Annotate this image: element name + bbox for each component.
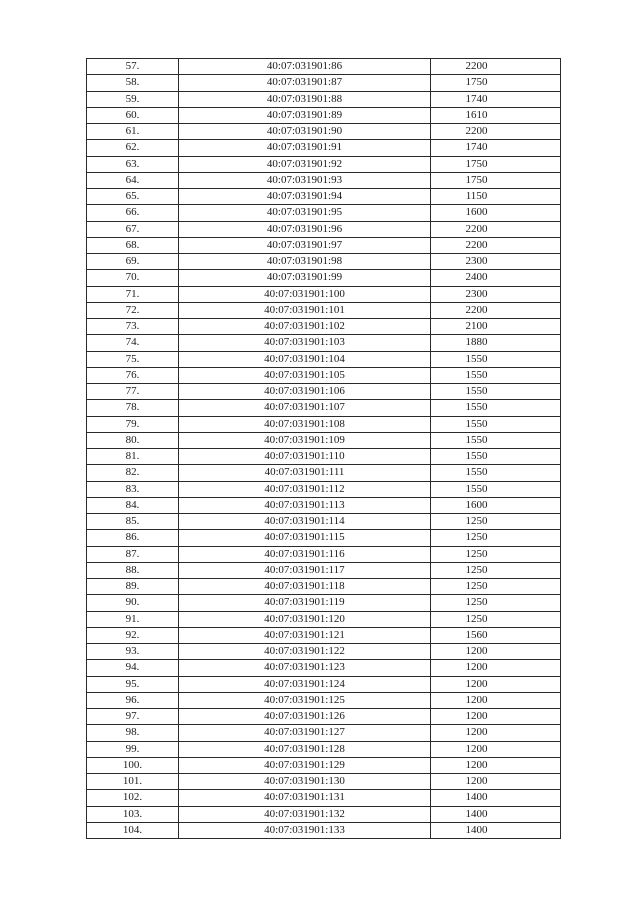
area-value-cell: 1400 — [431, 806, 561, 822]
row-number-cell: 93. — [87, 644, 179, 660]
row-number-cell: 91. — [87, 611, 179, 627]
cadastral-number-cell: 40:07:031901:89 — [179, 107, 431, 123]
area-value-cell: 1250 — [431, 579, 561, 595]
row-number-cell: 78. — [87, 400, 179, 416]
cadastral-number-cell: 40:07:031901:122 — [179, 644, 431, 660]
row-number-cell: 92. — [87, 627, 179, 643]
area-value-cell: 1200 — [431, 709, 561, 725]
cadastral-number-cell: 40:07:031901:95 — [179, 205, 431, 221]
row-number-cell: 95. — [87, 676, 179, 692]
area-value-cell: 1200 — [431, 692, 561, 708]
area-value-cell: 1600 — [431, 497, 561, 513]
row-number-cell: 66. — [87, 205, 179, 221]
table-row — [87, 790, 561, 806]
area-value-cell: 2200 — [431, 59, 561, 75]
cadastral-number-cell: 40:07:031901:117 — [179, 562, 431, 578]
area-value-cell: 1200 — [431, 741, 561, 757]
cadastral-number-cell: 40:07:031901:98 — [179, 254, 431, 270]
row-number-cell: 102. — [87, 790, 179, 806]
table-row — [87, 107, 561, 123]
row-number-cell: 89. — [87, 579, 179, 595]
area-value-cell: 1750 — [431, 172, 561, 188]
table-row — [87, 676, 561, 692]
row-number-cell: 74. — [87, 335, 179, 351]
table-row — [87, 270, 561, 286]
cadastral-number-cell: 40:07:031901:105 — [179, 367, 431, 383]
table-row — [87, 221, 561, 237]
table-row — [87, 497, 561, 513]
table-row — [87, 465, 561, 481]
row-number-cell: 69. — [87, 254, 179, 270]
area-value-cell: 2200 — [431, 124, 561, 140]
area-value-cell: 1740 — [431, 91, 561, 107]
area-value-cell: 1250 — [431, 530, 561, 546]
table-row — [87, 237, 561, 253]
area-value-cell: 1200 — [431, 774, 561, 790]
row-number-cell: 73. — [87, 319, 179, 335]
area-value-cell: 1550 — [431, 351, 561, 367]
area-value-cell: 2300 — [431, 286, 561, 302]
area-value-cell: 1750 — [431, 75, 561, 91]
cadastral-number-cell: 40:07:031901:120 — [179, 611, 431, 627]
row-number-cell: 72. — [87, 302, 179, 318]
area-value-cell: 1550 — [431, 449, 561, 465]
cadastral-number-cell: 40:07:031901:109 — [179, 432, 431, 448]
area-value-cell: 2300 — [431, 254, 561, 270]
row-number-cell: 81. — [87, 449, 179, 465]
cadastral-number-cell: 40:07:031901:93 — [179, 172, 431, 188]
table-row — [87, 806, 561, 822]
table-row — [87, 286, 561, 302]
cadastral-number-cell: 40:07:031901:129 — [179, 757, 431, 773]
cadastral-number-cell: 40:07:031901:119 — [179, 595, 431, 611]
row-number-cell: 59. — [87, 91, 179, 107]
row-number-cell: 79. — [87, 416, 179, 432]
table-row — [87, 124, 561, 140]
row-number-cell: 90. — [87, 595, 179, 611]
cadastral-number-cell: 40:07:031901:131 — [179, 790, 431, 806]
row-number-cell: 77. — [87, 384, 179, 400]
table-row — [87, 449, 561, 465]
table-row — [87, 579, 561, 595]
area-value-cell: 1250 — [431, 546, 561, 562]
table-row — [87, 530, 561, 546]
area-value-cell: 1200 — [431, 676, 561, 692]
table-row — [87, 189, 561, 205]
cadastral-number-cell: 40:07:031901:104 — [179, 351, 431, 367]
table-row — [87, 59, 561, 75]
row-number-cell: 104. — [87, 822, 179, 838]
area-value-cell: 1550 — [431, 384, 561, 400]
area-value-cell: 1400 — [431, 790, 561, 806]
cadastral-number-cell: 40:07:031901:94 — [179, 189, 431, 205]
area-value-cell: 1550 — [431, 416, 561, 432]
table-row — [87, 319, 561, 335]
table-row — [87, 205, 561, 221]
cadastral-number-cell: 40:07:031901:113 — [179, 497, 431, 513]
row-number-cell: 83. — [87, 481, 179, 497]
row-number-cell: 60. — [87, 107, 179, 123]
table-row — [87, 627, 561, 643]
row-number-cell: 99. — [87, 741, 179, 757]
row-number-cell: 61. — [87, 124, 179, 140]
cadastral-number-cell: 40:07:031901:108 — [179, 416, 431, 432]
area-value-cell: 1550 — [431, 481, 561, 497]
cadastral-number-cell: 40:07:031901:90 — [179, 124, 431, 140]
cadastral-number-cell: 40:07:031901:126 — [179, 709, 431, 725]
area-value-cell: 1740 — [431, 140, 561, 156]
area-value-cell: 1250 — [431, 595, 561, 611]
table-row — [87, 546, 561, 562]
row-number-cell: 82. — [87, 465, 179, 481]
table-row — [87, 384, 561, 400]
table-row — [87, 514, 561, 530]
area-value-cell: 1560 — [431, 627, 561, 643]
table-row — [87, 692, 561, 708]
cadastral-number-cell: 40:07:031901:133 — [179, 822, 431, 838]
row-number-cell: 101. — [87, 774, 179, 790]
table-row — [87, 741, 561, 757]
table-row — [87, 660, 561, 676]
cadastral-number-cell: 40:07:031901:86 — [179, 59, 431, 75]
cadastral-number-cell: 40:07:031901:110 — [179, 449, 431, 465]
table-row — [87, 725, 561, 741]
table-row — [87, 400, 561, 416]
area-value-cell: 1550 — [431, 432, 561, 448]
cadastral-number-cell: 40:07:031901:96 — [179, 221, 431, 237]
table-row — [87, 416, 561, 432]
table-row — [87, 140, 561, 156]
row-number-cell: 88. — [87, 562, 179, 578]
cadastral-number-cell: 40:07:031901:116 — [179, 546, 431, 562]
area-value-cell: 1250 — [431, 562, 561, 578]
area-value-cell: 1200 — [431, 757, 561, 773]
row-number-cell: 70. — [87, 270, 179, 286]
area-value-cell: 1250 — [431, 611, 561, 627]
table-row — [87, 481, 561, 497]
area-value-cell: 1880 — [431, 335, 561, 351]
parcel-table — [86, 58, 561, 839]
row-number-cell: 87. — [87, 546, 179, 562]
cadastral-number-cell: 40:07:031901:115 — [179, 530, 431, 546]
area-value-cell: 1750 — [431, 156, 561, 172]
row-number-cell: 85. — [87, 514, 179, 530]
area-value-cell: 1400 — [431, 822, 561, 838]
row-number-cell: 96. — [87, 692, 179, 708]
area-value-cell: 1600 — [431, 205, 561, 221]
cadastral-number-cell: 40:07:031901:127 — [179, 725, 431, 741]
cadastral-number-cell: 40:07:031901:92 — [179, 156, 431, 172]
table-row — [87, 611, 561, 627]
area-value-cell: 2100 — [431, 319, 561, 335]
table-row — [87, 595, 561, 611]
table-row — [87, 644, 561, 660]
row-number-cell: 63. — [87, 156, 179, 172]
parcel-table-body — [87, 59, 561, 839]
table-row — [87, 302, 561, 318]
table-row — [87, 709, 561, 725]
table-row — [87, 562, 561, 578]
area-value-cell: 2200 — [431, 302, 561, 318]
table-row — [87, 432, 561, 448]
area-value-cell: 1250 — [431, 514, 561, 530]
row-number-cell: 84. — [87, 497, 179, 513]
cadastral-number-cell: 40:07:031901:100 — [179, 286, 431, 302]
cadastral-number-cell: 40:07:031901:87 — [179, 75, 431, 91]
row-number-cell: 68. — [87, 237, 179, 253]
row-number-cell: 64. — [87, 172, 179, 188]
area-value-cell: 1550 — [431, 465, 561, 481]
area-value-cell: 2400 — [431, 270, 561, 286]
cadastral-number-cell: 40:07:031901:124 — [179, 676, 431, 692]
parcel-table-container — [86, 58, 560, 839]
table-row — [87, 822, 561, 838]
cadastral-number-cell: 40:07:031901:103 — [179, 335, 431, 351]
cadastral-number-cell: 40:07:031901:114 — [179, 514, 431, 530]
table-row — [87, 75, 561, 91]
cadastral-number-cell: 40:07:031901:106 — [179, 384, 431, 400]
table-row — [87, 172, 561, 188]
cadastral-number-cell: 40:07:031901:99 — [179, 270, 431, 286]
area-value-cell: 1200 — [431, 660, 561, 676]
cadastral-number-cell: 40:07:031901:91 — [179, 140, 431, 156]
area-value-cell: 1550 — [431, 367, 561, 383]
row-number-cell: 80. — [87, 432, 179, 448]
cadastral-number-cell: 40:07:031901:97 — [179, 237, 431, 253]
row-number-cell: 100. — [87, 757, 179, 773]
row-number-cell: 62. — [87, 140, 179, 156]
table-row — [87, 774, 561, 790]
row-number-cell: 75. — [87, 351, 179, 367]
cadastral-number-cell: 40:07:031901:111 — [179, 465, 431, 481]
area-value-cell: 1150 — [431, 189, 561, 205]
row-number-cell: 65. — [87, 189, 179, 205]
cadastral-number-cell: 40:07:031901:101 — [179, 302, 431, 318]
cadastral-number-cell: 40:07:031901:88 — [179, 91, 431, 107]
area-value-cell: 2200 — [431, 237, 561, 253]
row-number-cell: 71. — [87, 286, 179, 302]
row-number-cell: 76. — [87, 367, 179, 383]
area-value-cell: 1550 — [431, 400, 561, 416]
cadastral-number-cell: 40:07:031901:130 — [179, 774, 431, 790]
table-row — [87, 351, 561, 367]
table-row — [87, 254, 561, 270]
cadastral-number-cell: 40:07:031901:102 — [179, 319, 431, 335]
row-number-cell: 57. — [87, 59, 179, 75]
table-row — [87, 757, 561, 773]
cadastral-number-cell: 40:07:031901:121 — [179, 627, 431, 643]
cadastral-number-cell: 40:07:031901:132 — [179, 806, 431, 822]
area-value-cell: 1200 — [431, 725, 561, 741]
area-value-cell: 2200 — [431, 221, 561, 237]
cadastral-number-cell: 40:07:031901:125 — [179, 692, 431, 708]
cadastral-number-cell: 40:07:031901:118 — [179, 579, 431, 595]
cadastral-number-cell: 40:07:031901:112 — [179, 481, 431, 497]
row-number-cell: 98. — [87, 725, 179, 741]
table-row — [87, 335, 561, 351]
table-row — [87, 367, 561, 383]
table-row — [87, 156, 561, 172]
area-value-cell: 1610 — [431, 107, 561, 123]
row-number-cell: 86. — [87, 530, 179, 546]
row-number-cell: 67. — [87, 221, 179, 237]
table-row — [87, 91, 561, 107]
row-number-cell: 58. — [87, 75, 179, 91]
cadastral-number-cell: 40:07:031901:107 — [179, 400, 431, 416]
row-number-cell: 97. — [87, 709, 179, 725]
row-number-cell: 103. — [87, 806, 179, 822]
row-number-cell: 94. — [87, 660, 179, 676]
area-value-cell: 1200 — [431, 644, 561, 660]
cadastral-number-cell: 40:07:031901:123 — [179, 660, 431, 676]
cadastral-number-cell: 40:07:031901:128 — [179, 741, 431, 757]
